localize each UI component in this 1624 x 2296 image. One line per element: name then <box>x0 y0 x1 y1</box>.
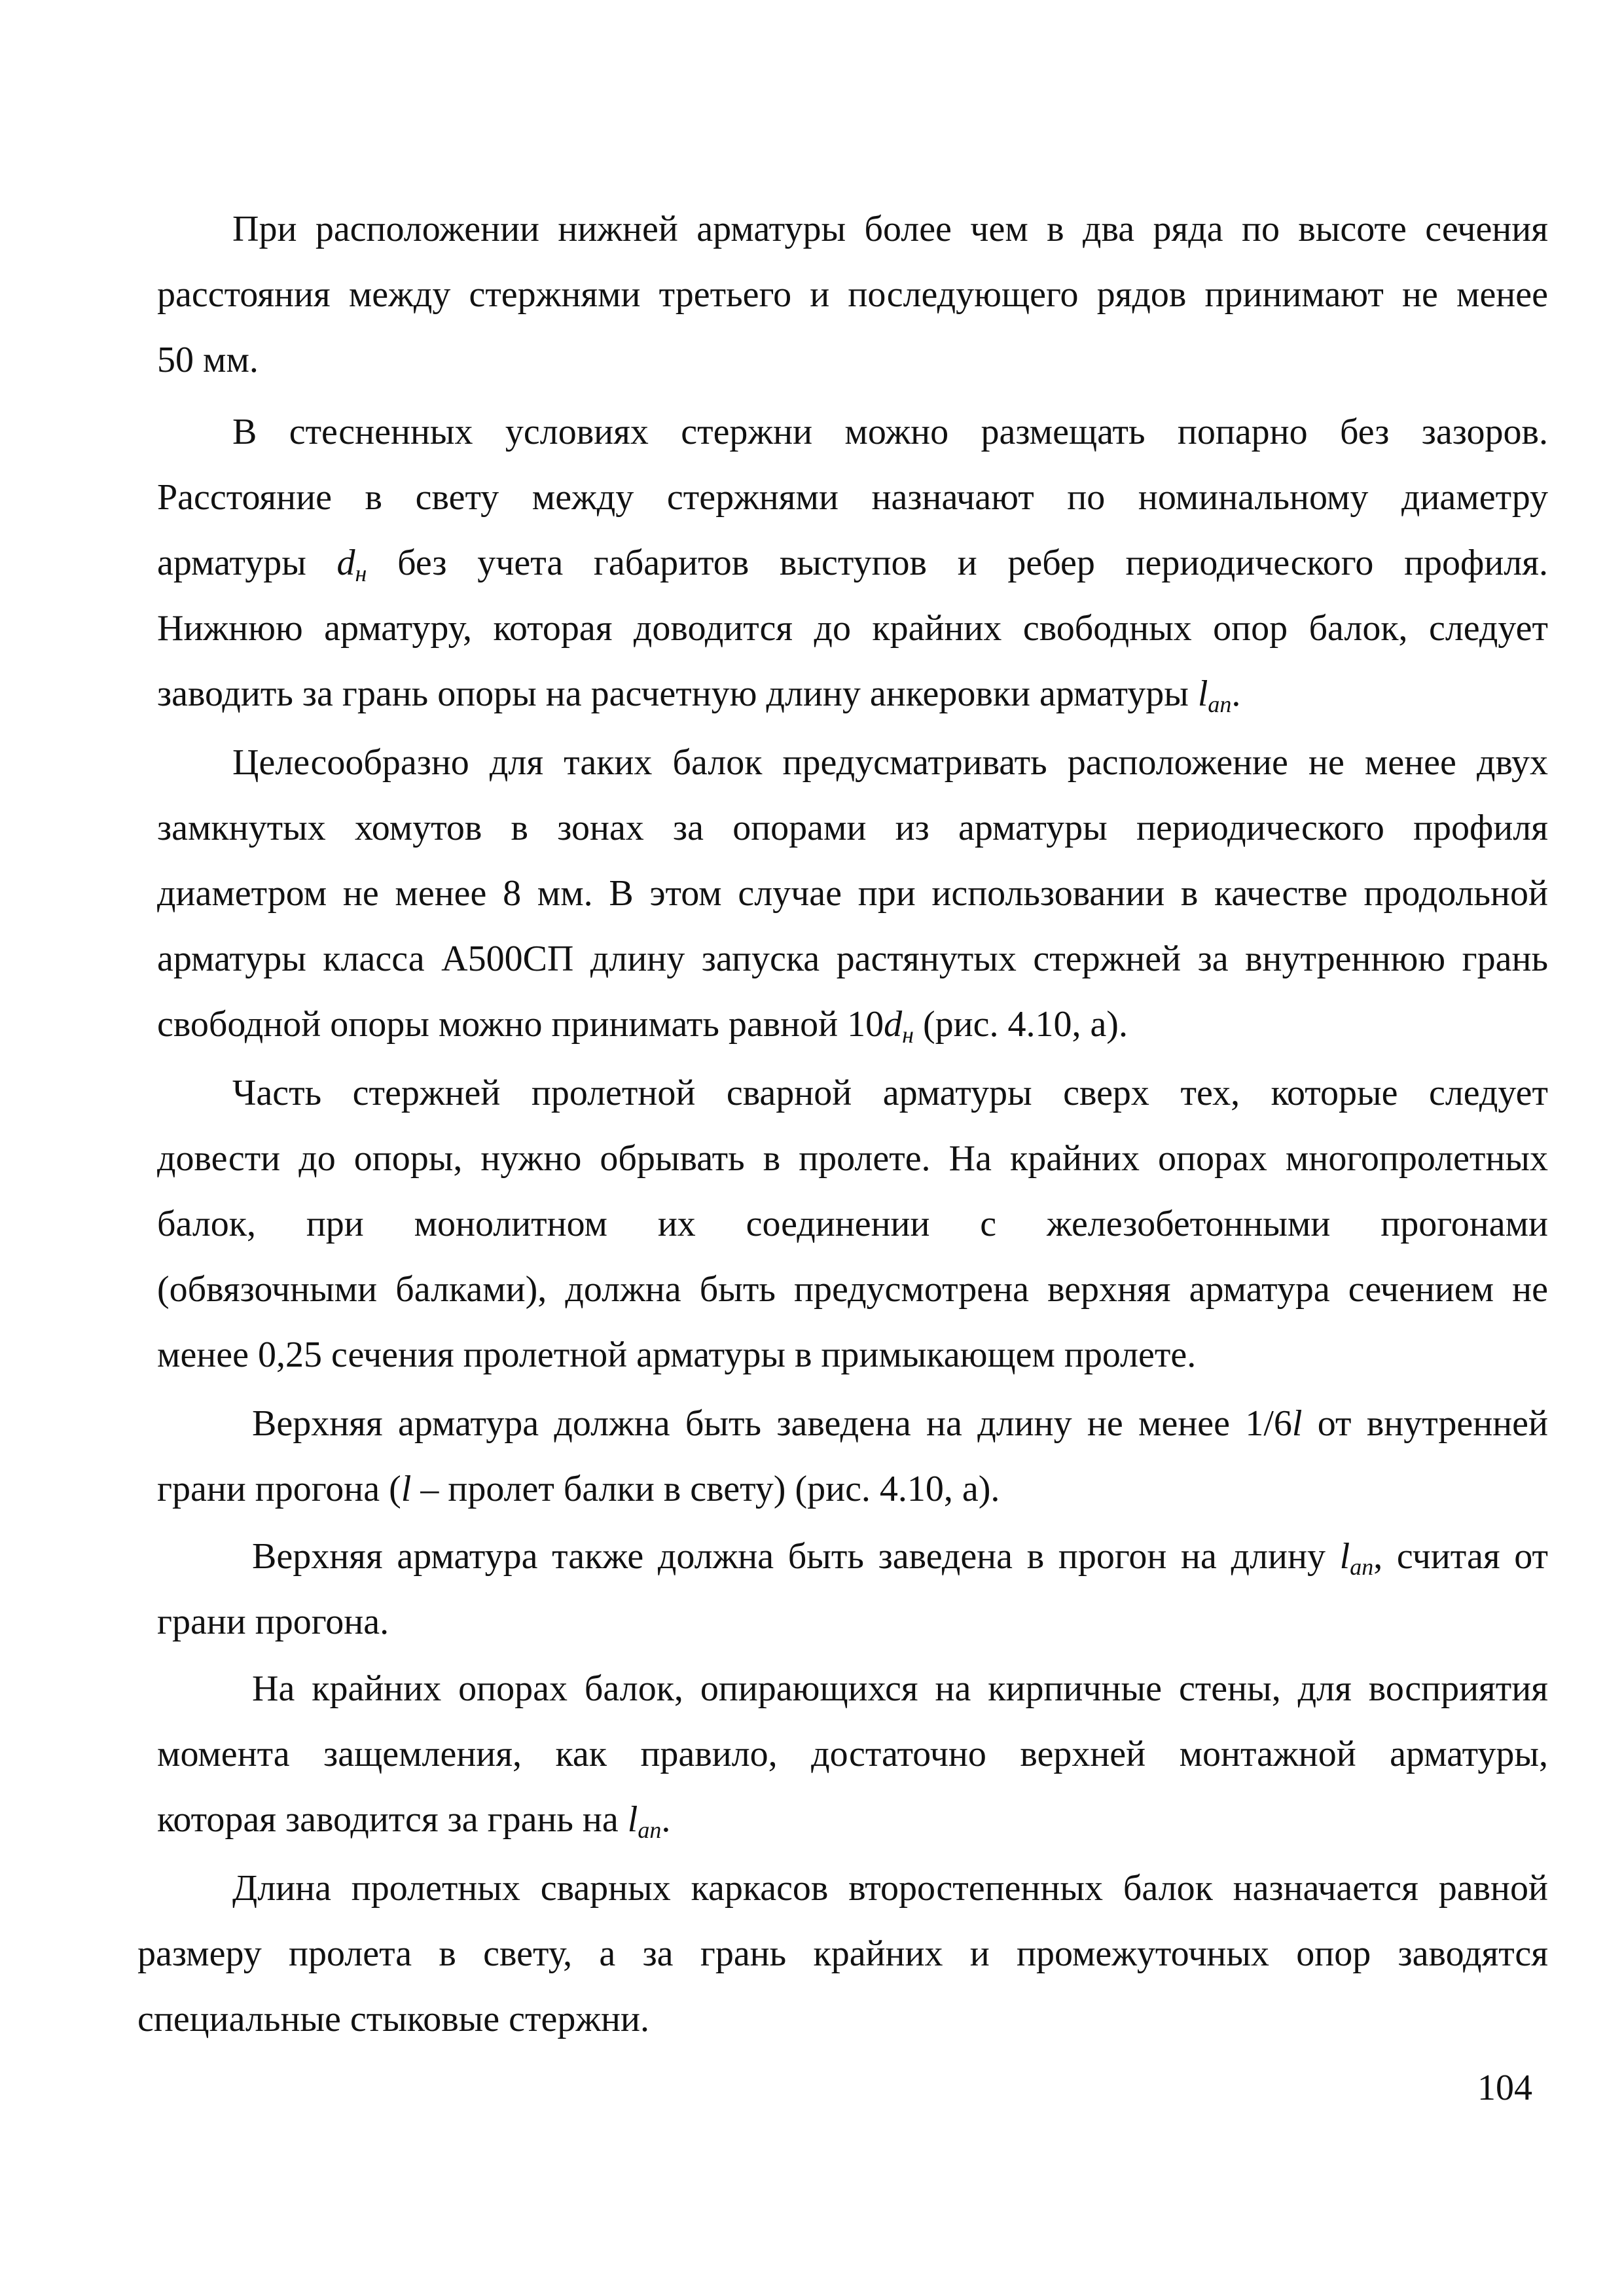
text-line: Часть стержней пролетной сварной арматуры сверх тех, которые следует <box>232 1073 1548 1113</box>
paragraph-6 <box>157 1524 1548 1655</box>
text-line <box>157 1524 1548 1589</box>
text-line: балок, при монолитном их соединении с железобетонными прогонами <box>157 1204 1548 1244</box>
text-line: В стесненных условиях стержни можно размещать попарно без зазоров. <box>232 412 1548 452</box>
paragraph-7 <box>157 1656 1548 1852</box>
text-line <box>157 1391 1548 1456</box>
paragraph-1 <box>157 196 1548 393</box>
text-run: . <box>661 1799 671 1840</box>
page-number: 104 <box>1477 2068 1532 2108</box>
variable: l <box>1291 1403 1303 1444</box>
subscript: н <box>902 1022 914 1048</box>
text-run: арматуры <box>157 543 337 583</box>
text-run: Верхняя арматура должна быть заведена на длину не менее 1/6 <box>252 1403 1292 1444</box>
text-line: размеру пролета в свету, а за грань крайних и промежуточных опор заводятся <box>137 1933 1548 1974</box>
text-line: Длина пролетных сварных каркасов второстепенных балок назначается равной <box>232 1868 1548 1909</box>
paragraph-2 <box>157 399 1548 726</box>
text-line: диаметром не менее 8 мм. В этом случае при использовании в качестве продольной <box>157 873 1548 914</box>
paragraph-5 <box>157 1391 1548 1522</box>
text-run: . <box>1231 673 1241 714</box>
text-line: момента защемления, как правило, достаточно верхней монтажной арматуры, <box>157 1734 1548 1774</box>
text-line <box>157 992 1548 1057</box>
text-line: арматуры класса А500СП длину запуска растянутых стержней за внутреннюю грань <box>157 939 1548 979</box>
subscript: an <box>638 1817 662 1843</box>
text-line: специальные стыковые стержни. <box>137 1999 649 2039</box>
variable: d <box>336 543 355 583</box>
text-line: замкнутых хомутов в зонах за опорами из арматуры периодического профиля <box>157 808 1548 848</box>
subscript: н <box>355 560 367 586</box>
text-run: – пролет балки в свету) (рис. 4.10, а). <box>411 1469 1000 1509</box>
text-line: Расстояние в свету между стержнями назначают по номинальному диаметру <box>157 477 1548 518</box>
text-line: На крайних опорах балок, опирающихся на кирпичные стены, для восприятия <box>252 1668 1548 1709</box>
subscript: an <box>1208 691 1232 717</box>
text-run: Верхняя арматура также должна быть заведена в прогон на длину <box>252 1536 1340 1577</box>
text-line: довести до опоры, нужно обрывать в пролете. На крайних опорах многопролетных <box>157 1138 1548 1179</box>
paragraph-4 <box>157 1060 1548 1388</box>
text-run: которая заводится за грань на <box>157 1799 628 1840</box>
text-line <box>157 1787 1548 1852</box>
text-line: При расположении нижней арматуры более чем в два ряда по высоте сечения <box>232 209 1548 249</box>
variable: l <box>1339 1536 1350 1577</box>
text-line: (обвязочными балками), должна быть предусмотрена верхняя арматура сечением не <box>157 1269 1548 1310</box>
text-line <box>157 1456 1548 1522</box>
text-line: грани прогона. <box>157 1602 389 1642</box>
text-line: менее 0,25 сечения пролетной арматуры в примыкающем пролете. <box>157 1335 1197 1375</box>
paragraph-3 <box>157 730 1548 1057</box>
text-run: (рис. 4.10, а). <box>913 1004 1128 1045</box>
variable: l <box>1197 673 1208 714</box>
subscript: an <box>1350 1554 1374 1580</box>
text-run: свободной опоры можно принимать равной 10 <box>157 1004 884 1045</box>
text-line: 50 мм. <box>157 340 259 380</box>
text-run: от внутренней <box>1302 1403 1549 1444</box>
text-run: заводить за грань опоры на расчетную длину анкеровки арматуры <box>157 673 1198 714</box>
text-line: Целесообразно для таких балок предусматривать расположение не менее двух <box>232 742 1548 783</box>
variable: d <box>884 1004 903 1045</box>
variable: l <box>627 1799 638 1840</box>
text-run: грани прогона ( <box>157 1469 401 1509</box>
text-line: Нижнюю арматуру, которая доводится до крайних свободных опор балок, следует <box>157 608 1548 649</box>
text-run: без учета габаритов выступов и ребер периодического профиля. <box>367 543 1548 583</box>
text-run: , считая от <box>1373 1536 1549 1577</box>
text-line <box>157 530 1548 596</box>
paragraph-8 <box>137 1856 1548 2052</box>
text-line <box>157 661 1548 726</box>
variable: l <box>401 1469 412 1509</box>
text-line: расстояния между стержнями третьего и последующего рядов принимают не менее <box>157 274 1548 315</box>
